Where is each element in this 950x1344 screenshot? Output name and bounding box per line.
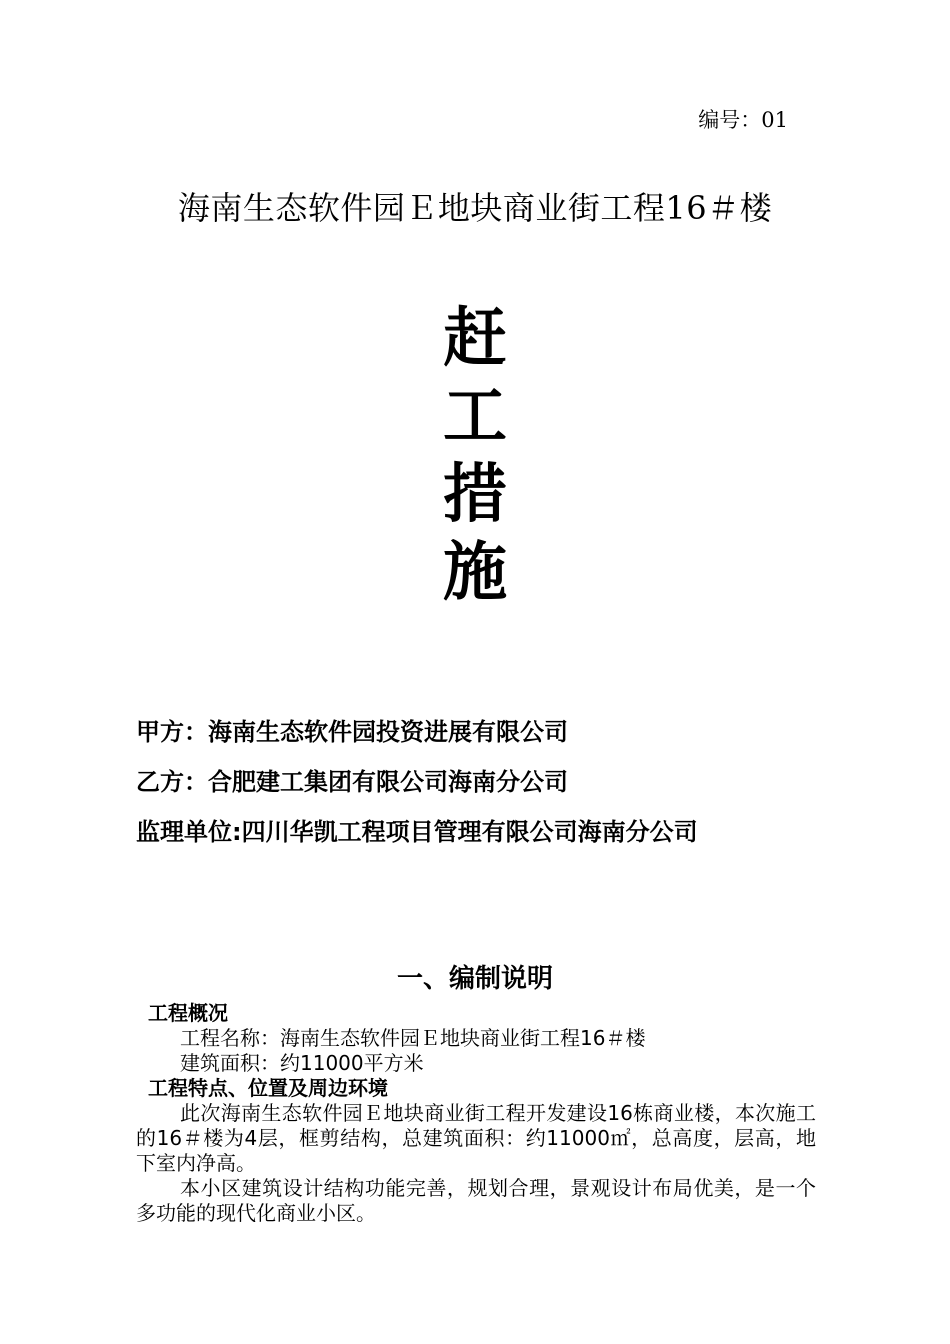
features-paragraph: 此次海南生态软件园Ｅ地块商业街工程开发建设16栋商业楼，本次施工的16＃楼为4层，框剪结构，总建筑面积：约11000㎡，总高度，层高，地下室内净高。 <box>136 1101 816 1175</box>
main-title-char: 赶 <box>443 302 507 376</box>
overview-heading: 工程概况 <box>148 1001 228 1025</box>
community-paragraph: 本小区建筑设计结构功能完善，规划合理，景观设计布局优美，是一个多功能的现代化商业小区。 <box>136 1176 816 1225</box>
section-heading: 一、编制说明 <box>396 964 553 994</box>
main-title-char: 施 <box>443 536 507 610</box>
main-title <box>0 300 950 612</box>
supervision-unit: 监理单位:四川华凯工程项目管理有限公司海南分公司 <box>136 818 698 846</box>
document-number: 编号：01 <box>698 108 788 132</box>
features-heading: 工程特点、位置及周边环境 <box>148 1076 388 1100</box>
party-b: 乙方：合肥建工集团有限公司海南分公司 <box>136 768 568 796</box>
main-title-char: 工 <box>443 380 507 454</box>
section-body <box>136 1001 816 1226</box>
building-area-line: 建筑面积：约11000平方米 <box>180 1051 424 1075</box>
project-name-line: 工程名称：海南生态软件园Ｅ地块商业街工程16＃楼 <box>180 1026 646 1050</box>
main-title-char: 措 <box>443 458 507 532</box>
project-title: 海南生态软件园Ｅ地块商业街工程16＃楼 <box>177 189 773 227</box>
party-a: 甲方：海南生态软件园投资进展有限公司 <box>136 718 568 746</box>
